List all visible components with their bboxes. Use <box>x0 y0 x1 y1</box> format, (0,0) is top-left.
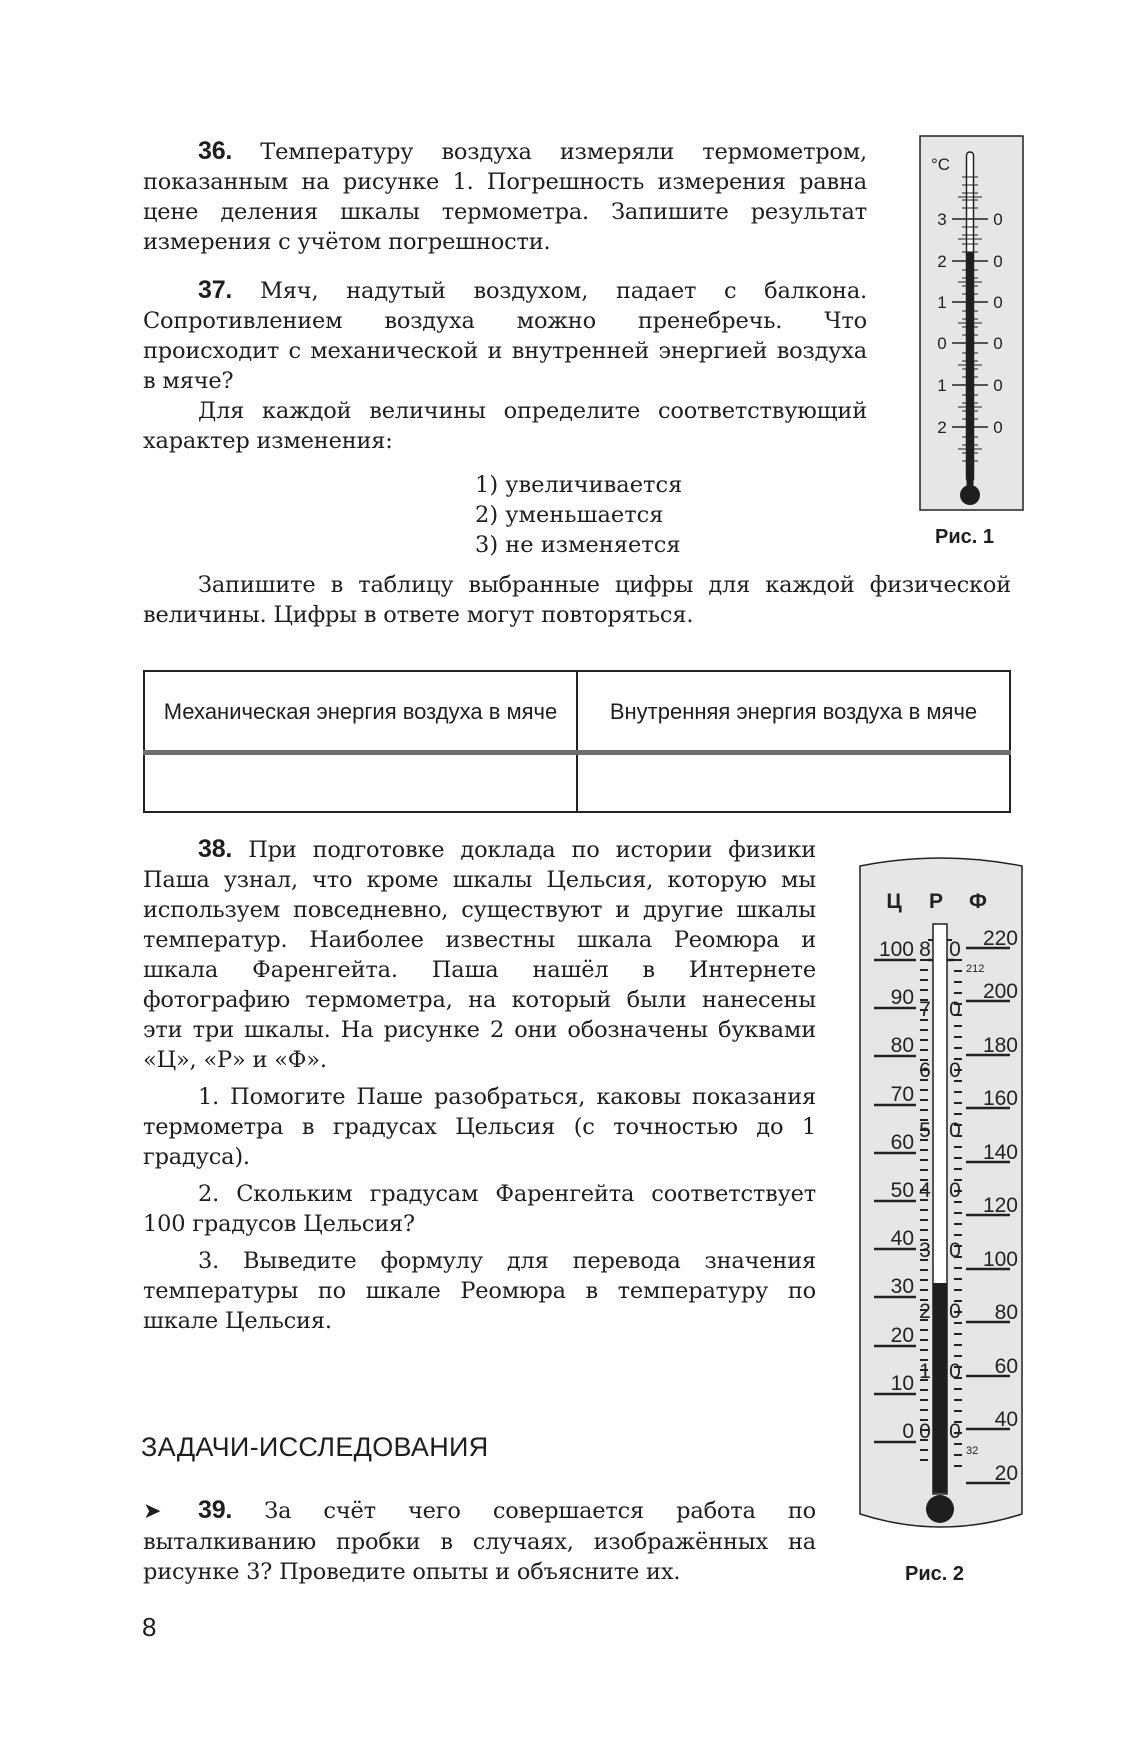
question-1: 1. Помогите Паше разобраться, каковы показания термометра в градусах Цельсия (с точностью до 1 градуса). <box>143 1084 816 1170</box>
task-number: 39. <box>198 1496 233 1524</box>
table-instruction: Запишите в таблицу выбранные цифры для каждой физической величины. Цифры в ответе могут повторяться. <box>143 572 1011 628</box>
svg-text:Ф: Ф <box>969 890 987 913</box>
svg-text:100: 100 <box>878 938 914 961</box>
svg-text:40: 40 <box>994 1408 1018 1431</box>
task-text: При подготовке доклада по истории физики Паша узнал, что кроме шкалы Цельсия, которую мы используем повседневно, существуют и другие шкалы температур. Наиболее известны шкала Реомюра и шкала Фаренгейта. Паша нашёл в Интернете фотографию термометра, на который были нанесены эти три шкалы. На рисунке 2 они обозначены буквами «Ц», «Р» и «Ф». <box>143 837 817 1073</box>
page-number: 8 <box>142 1612 157 1642</box>
svg-text:20: 20 <box>890 1324 914 1347</box>
task-text: За счёт чего совершается работа по выталкиванию пробки в случаях, изображённых на рисунке 3? Проведите опыты и объясните их. <box>143 1498 816 1585</box>
svg-text:60: 60 <box>890 1131 914 1154</box>
svg-text:30: 30 <box>890 1275 914 1298</box>
svg-text:0: 0 <box>949 1239 961 1262</box>
svg-text:3: 3 <box>919 1239 931 1262</box>
task-text: Температуру воздуха измеряли термометром, показанным на рисунке 1. Погрешность измерения равна цене деления шкалы термометра. Запишите результат измерения с учётом погрешности. <box>143 139 867 255</box>
svg-text:0: 0 <box>993 252 1003 271</box>
svg-text:0: 0 <box>919 1420 931 1443</box>
svg-text:5: 5 <box>919 1119 931 1142</box>
answer-cell-internal[interactable] <box>577 753 1010 813</box>
svg-text:140: 140 <box>982 1141 1018 1164</box>
svg-text:200: 200 <box>982 980 1018 1003</box>
task-38 <box>143 834 816 1336</box>
task-36 <box>143 136 867 257</box>
figure-1-thermometer <box>918 134 1026 514</box>
svg-text:20: 20 <box>994 1462 1018 1485</box>
answer-options <box>475 470 682 560</box>
svg-text:6: 6 <box>919 1059 931 1082</box>
svg-text:0: 0 <box>993 376 1003 395</box>
svg-text:0: 0 <box>993 210 1003 229</box>
svg-text:90: 90 <box>890 986 914 1009</box>
task-instruction: Для каждой величины определите соответствующий характер изменения: <box>143 398 867 454</box>
svg-text:0: 0 <box>949 1360 961 1383</box>
task-37 <box>143 275 867 456</box>
svg-text:70: 70 <box>890 1083 914 1106</box>
svg-text:1: 1 <box>937 376 947 395</box>
svg-text:60: 60 <box>994 1355 1018 1378</box>
svg-text:80: 80 <box>994 1301 1018 1324</box>
svg-text:120: 120 <box>982 1194 1018 1217</box>
answer-cell-mechanical[interactable] <box>144 753 577 813</box>
svg-text:212: 212 <box>966 963 985 975</box>
task-number: 38. <box>198 835 233 863</box>
svg-text:0: 0 <box>949 1059 961 1082</box>
svg-text:0: 0 <box>949 1420 961 1443</box>
svg-text:Р: Р <box>928 890 944 913</box>
svg-text:8: 8 <box>919 938 931 961</box>
svg-text:0: 0 <box>949 1119 961 1142</box>
svg-text:4: 4 <box>919 1179 931 1202</box>
svg-text:2: 2 <box>919 1300 931 1323</box>
svg-text:0: 0 <box>902 1420 914 1443</box>
svg-text:100: 100 <box>982 1248 1018 1271</box>
svg-text:2: 2 <box>937 418 947 437</box>
svg-text:0: 0 <box>949 938 961 961</box>
svg-text:2: 2 <box>937 252 947 271</box>
svg-text:0: 0 <box>949 998 961 1021</box>
table-row <box>144 753 1010 813</box>
task-number: 36. <box>198 137 233 165</box>
svg-text:0: 0 <box>993 418 1003 437</box>
svg-text:0: 0 <box>937 334 947 353</box>
figure-2-caption: Рис. 2 <box>905 1563 964 1585</box>
svg-text:50: 50 <box>890 1179 914 1202</box>
task-39 <box>143 1495 816 1587</box>
svg-text:Ц: Ц <box>886 890 902 913</box>
figure-1-caption: Рис. 1 <box>935 526 994 548</box>
svg-text:3: 3 <box>937 210 947 229</box>
table-header-internal: Внутренняя энергия воздуха в мяче <box>577 671 1010 753</box>
svg-text:220: 220 <box>982 927 1018 950</box>
svg-text:1: 1 <box>937 293 947 312</box>
svg-text:10: 10 <box>890 1372 914 1395</box>
svg-text:180: 180 <box>982 1034 1018 1057</box>
svg-text:0: 0 <box>949 1300 961 1323</box>
svg-text:0: 0 <box>949 1179 961 1202</box>
option-1: 1) увеличивается <box>475 472 683 498</box>
svg-text:160: 160 <box>982 1087 1018 1110</box>
svg-text:80: 80 <box>890 1034 914 1057</box>
table-header-mechanical: Механическая энергия воздуха в мяче <box>144 671 577 753</box>
svg-text:32: 32 <box>966 1445 979 1457</box>
option-2: 2) уменьшается <box>475 502 664 528</box>
figure-2-thermometer <box>858 850 1026 1536</box>
question-3: 3. Выведите формулу для перевода значения температуры по шкале Реомюра в температуру по шкале Цельсия. <box>143 1248 816 1334</box>
section-heading: ЗАДАЧИ-ИССЛЕДОВАНИЯ <box>141 1432 489 1462</box>
answer-table <box>143 670 1011 813</box>
option-3: 3) не изменяется <box>475 532 681 558</box>
svg-text:1: 1 <box>919 1360 931 1383</box>
task-number: 37. <box>198 276 233 304</box>
svg-text:40: 40 <box>890 1227 914 1250</box>
svg-text:7: 7 <box>919 998 931 1021</box>
question-2: 2. Скольким градусам Фаренгейта соответствует 100 градусов Цельсия? <box>143 1181 816 1237</box>
svg-text:0: 0 <box>993 293 1003 312</box>
unit-label: °C <box>931 155 951 174</box>
arrow-marker-icon: ➤ <box>143 1499 162 1524</box>
task-text: Мяч, надутый воздухом, падает с балкона. Сопротивлением воздуха можно пренебречь. Что происходит с механической и внутренней энергией воздуха в мяче? <box>143 278 868 394</box>
svg-text:0: 0 <box>993 334 1003 353</box>
